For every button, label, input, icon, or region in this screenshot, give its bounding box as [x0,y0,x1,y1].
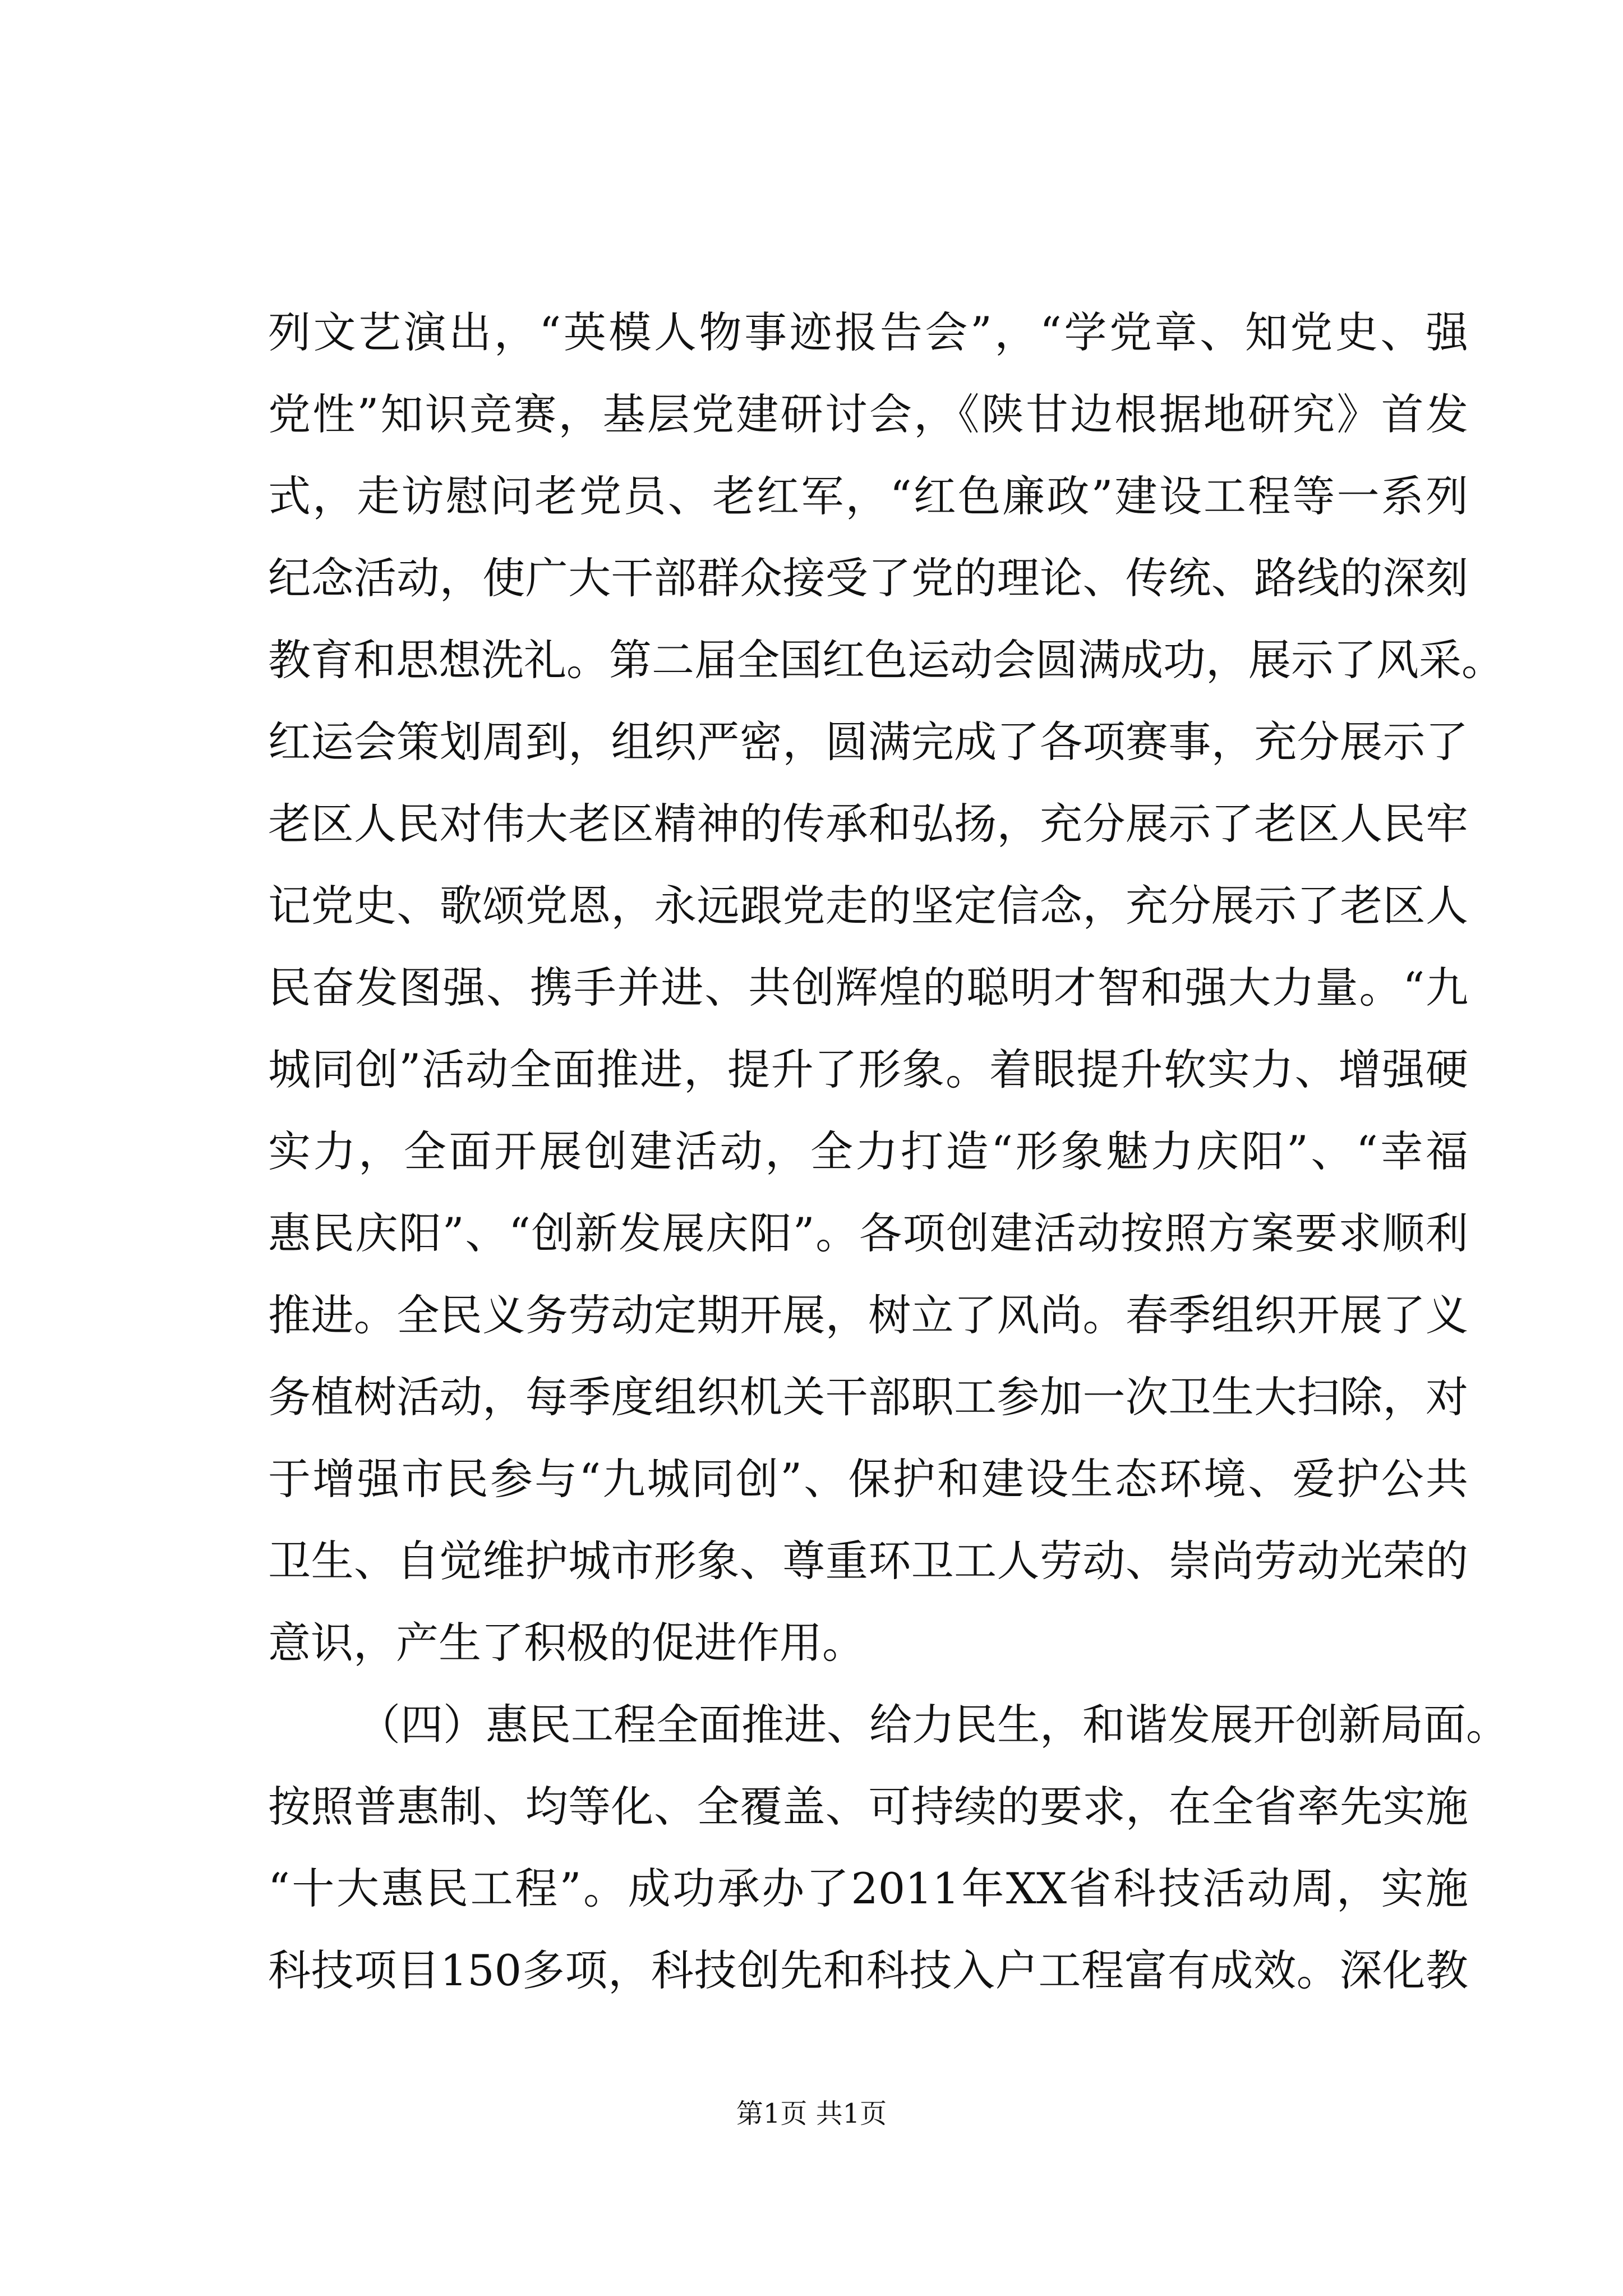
text-line: 实力，全面开展创建活动，全力打造“形象魅力庆阳”、“幸福 [268,1126,1468,1176]
text-line: 教育和思想洗礼。第二届全国红色运动会圆满成功，展示了风采。 [268,635,1504,685]
text-line: 推进。全民义务劳动定期开展，树立了风尚。春季组织开展了义 [268,1290,1468,1340]
text-line: 党性”知识竞赛，基层党建研讨会，《陕甘边根据地研究》首发 [268,389,1468,439]
body-text [268,292,1509,2012]
text-line: 科技项目150多项，科技创先和科技入户工程富有成效。深化教 [268,1945,1468,1995]
text-line: 惠民庆阳”、“创新发展庆阳”。各项创建活动按照方案要求顺利 [268,1208,1468,1258]
section-heading-line: （四）惠民工程全面推进、给力民生，和谐发展开创新局面。 [358,1700,1509,1750]
text-line: 式，走访慰问老党员、老红军，“红色廉政”建设工程等一系列 [268,471,1468,521]
text-line: 老区人民对伟大老区精神的传承和弘扬，充分展示了老区人民牢 [268,799,1468,849]
text-line: 城同创”活动全面推进，提升了形象。着眼提升软实力、增强硬 [268,1045,1468,1094]
page-footer: 第1页 共1页 [736,2098,887,2129]
text-line: 于增强市民参与“九城同创”、保护和建设生态环境、爱护公共 [268,1454,1468,1504]
text-line: 记党史、歌颂党恩，永远跟党走的坚定信念，充分展示了老区人 [268,881,1468,931]
text-line: 纪念活动，使广大干部群众接受了党的理论、传统、路线的深刻 [268,553,1468,603]
text-line: 按照普惠制、均等化、全覆盖、可持续的要求，在全省率先实施 [268,1782,1468,1832]
text-line: 列文艺演出，“英模人物事迹报告会”，“学党章、知党史、强 [268,307,1468,357]
text-line: “十大惠民工程”。成功承办了2011年XX省科技活动周，实施 [268,1864,1468,1913]
text-line: 民奋发图强、携手并进、共创辉煌的聪明才智和强大力量。“九 [268,963,1468,1013]
paragraph-end-line: 意识，产生了积极的促进作用。 [268,1618,865,1668]
text-line: 卫生、自觉维护城市形象、尊重环卫工人劳动、崇尚劳动光荣的 [268,1536,1468,1586]
text-line: 务植树活动，每季度组织机关干部职工参加一次卫生大扫除，对 [268,1372,1468,1422]
text-line: 红运会策划周到，组织严密，圆满完成了各项赛事，充分展示了 [268,717,1468,767]
